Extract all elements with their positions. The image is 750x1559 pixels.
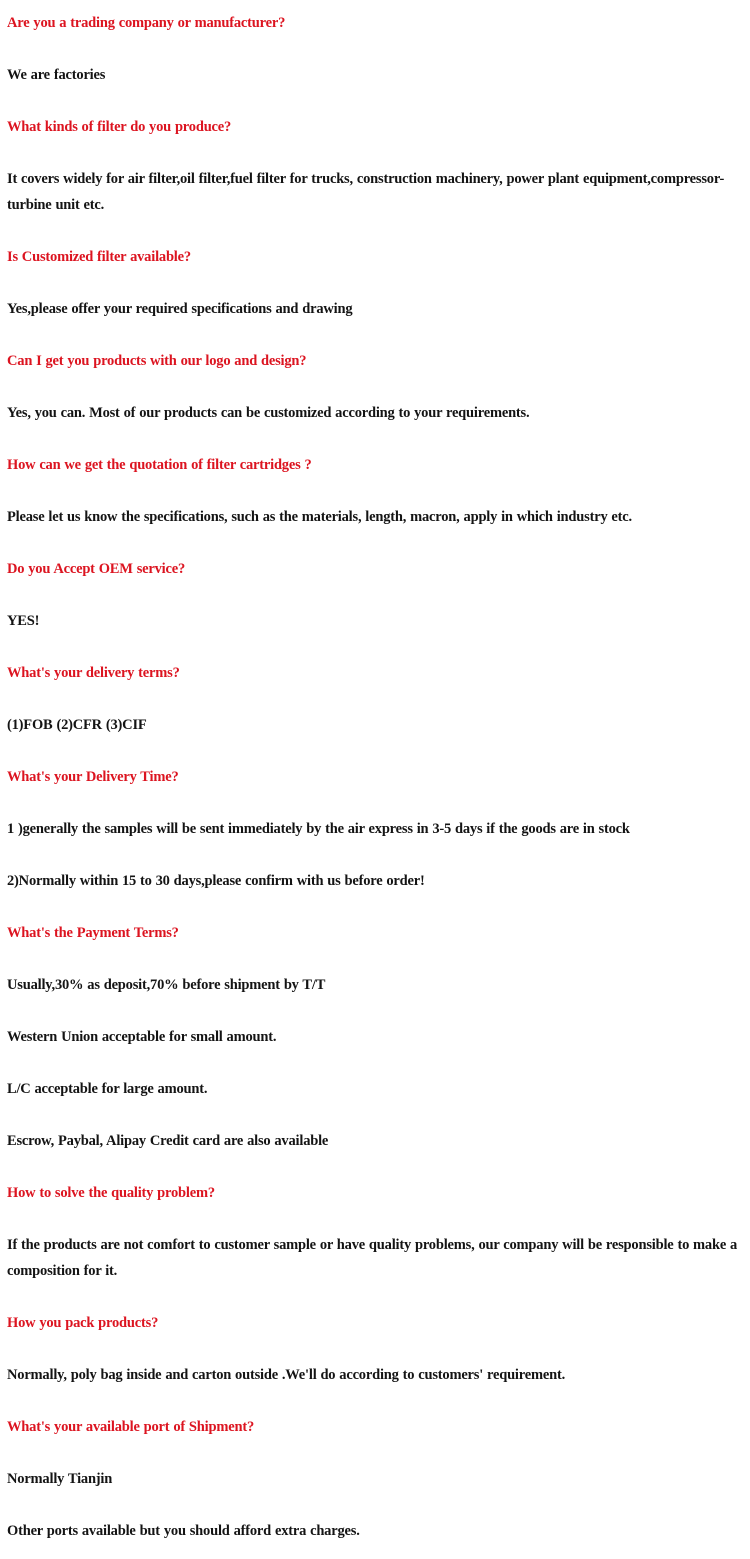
- faq-answer: Yes,please offer your required specifications and drawing: [7, 301, 353, 317]
- faq-answer: Yes, you can. Most of our products can be customized according to your requirements.: [7, 405, 530, 421]
- faq-question: Is Customized filter available?: [7, 249, 191, 265]
- faq-answer: 1 )generally the samples will be sent immediately by the air express in 3-5 days if the goods are in stock: [7, 821, 630, 837]
- faq-answer: Please let us know the specifications, such as the materials, length, macron, apply in which industry etc.: [7, 509, 632, 525]
- faq-answer: Escrow, Paybal, Alipay Credit card are also available: [7, 1133, 329, 1149]
- faq-question: Can I get you products with our logo and design?: [7, 353, 307, 369]
- faq-question: How can we get the quotation of filter cartridges ?: [7, 457, 312, 473]
- faq-question: What's your delivery terms?: [7, 665, 180, 681]
- faq-question: What's the Payment Terms?: [7, 925, 179, 941]
- faq-answer: Western Union acceptable for small amount.: [7, 1029, 277, 1045]
- faq-question: How to solve the quality problem?: [7, 1185, 215, 1201]
- faq-question: Are you a trading company or manufacturer?: [7, 15, 286, 31]
- faq-question: What's your Delivery Time?: [7, 769, 179, 785]
- faq-answer: 2)Normally within 15 to 30 days,please confirm with us before order!: [7, 873, 425, 889]
- faq-answer: We are factories: [7, 67, 106, 83]
- faq-question: How you pack products?: [7, 1315, 159, 1331]
- faq-answer: Normally Tianjin: [7, 1471, 113, 1487]
- faq-question: Do you Accept OEM service?: [7, 561, 186, 577]
- faq-answer: It covers widely for air filter,oil filter,fuel filter for trucks, construction machinery, power plant equipment,compressor-turbine unit etc.: [7, 171, 725, 213]
- faq-answer: Usually,30% as deposit,70% before shipment by T/T: [7, 977, 326, 993]
- faq-question: What's your available port of Shipment?: [7, 1419, 254, 1435]
- faq-answer: Other ports available but you should afford extra charges.: [7, 1523, 360, 1539]
- faq-question: What kinds of filter do you produce?: [7, 119, 232, 135]
- faq-answer: Normally, poly bag inside and carton outside .We'll do according to customers' requirement.: [7, 1367, 566, 1383]
- faq-answer: YES!: [7, 613, 40, 629]
- faq-answer: L/C acceptable for large amount.: [7, 1081, 208, 1097]
- faq-answer: (1)FOB (2)CFR (3)CIF: [7, 717, 147, 733]
- faq-answer: If the products are not comfort to customer sample or have quality problems, our company will be responsible to make a composition for it.: [7, 1237, 738, 1279]
